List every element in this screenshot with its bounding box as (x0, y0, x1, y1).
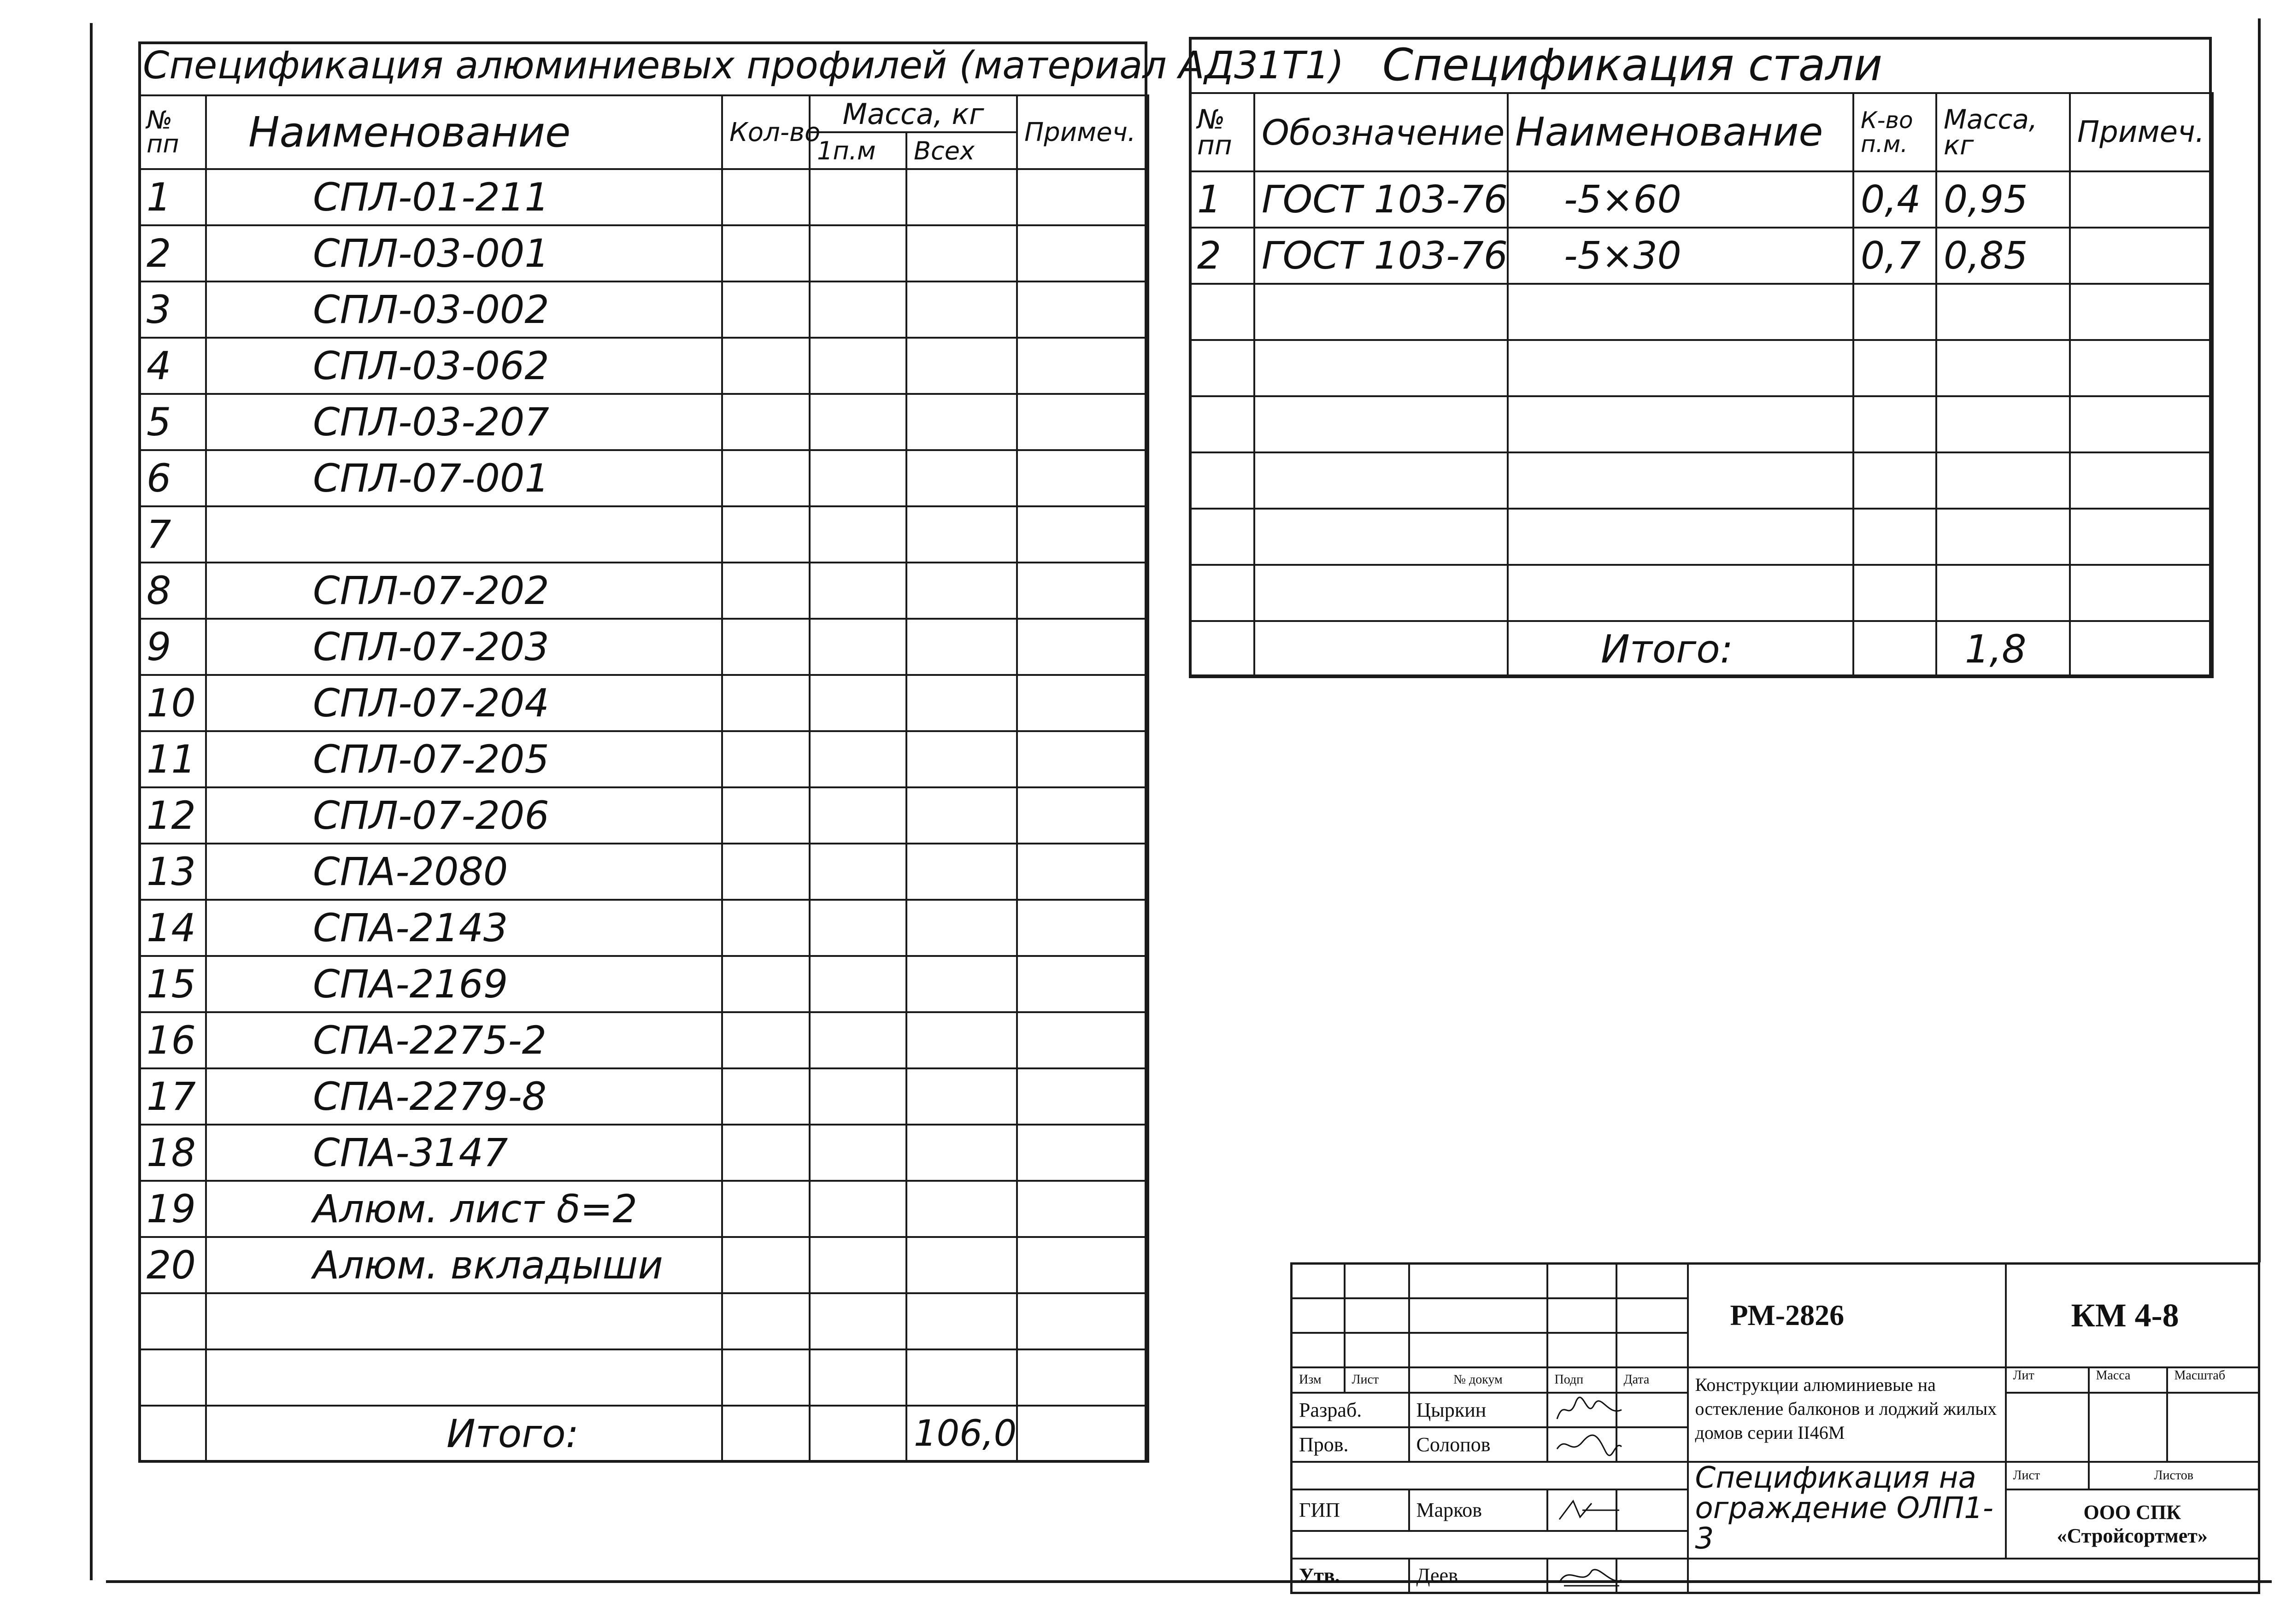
steel-header-num: № пп (1190, 93, 1254, 171)
row-number: 1 (139, 169, 206, 225)
row-number: 5 (139, 394, 206, 450)
signature-icon (1555, 1396, 1624, 1424)
row-number: 16 (139, 1012, 206, 1068)
row-number: 2 (139, 225, 206, 281)
sign-check (1547, 1427, 1616, 1462)
aluminum-total-label: Итого: (206, 1406, 722, 1462)
header-mass-total: Всех (906, 132, 1017, 169)
row-number: 7 (139, 506, 206, 563)
row-number: 1 (1190, 171, 1254, 228)
sign-approve (1547, 1559, 1616, 1593)
name-dev: Цыркин (1409, 1393, 1547, 1427)
col-doc-num: № докум (1409, 1367, 1547, 1393)
row-number: 17 (139, 1068, 206, 1125)
steel-header-note: Примеч. (2070, 93, 2213, 171)
table-row (139, 900, 1148, 956)
table-row (139, 1237, 1148, 1293)
row-name: СПЛ-07-203 (206, 619, 722, 675)
sign-gip (1547, 1489, 1616, 1531)
name-check: Солопов (1409, 1427, 1547, 1462)
row-designation: ГОСТ 103-76 (1254, 228, 1508, 284)
table-row (139, 338, 1148, 394)
col-date: Дата (1616, 1367, 1688, 1393)
role-dev: Разраб. (1292, 1393, 1409, 1427)
table-row (139, 675, 1148, 731)
row-note (2070, 171, 2213, 228)
row-name: СПА-2169 (206, 956, 722, 1012)
table-row (139, 394, 1148, 450)
row-name: СПЛ-03-002 (206, 281, 722, 338)
title-block (1290, 1262, 2260, 1594)
header-note: Примеч. (1017, 95, 1148, 169)
sheet-label: Лист (2006, 1462, 2089, 1489)
steel-spec-table (1189, 92, 2214, 678)
row-name: СПА-2279-8 (206, 1068, 722, 1125)
row-name: Алюм. вкладыши (206, 1237, 722, 1293)
header-qty: Кол-во (722, 95, 810, 169)
row-name: СПА-2080 (206, 844, 722, 900)
header-name: Наименование (206, 95, 722, 169)
header-mass-per-m: 1п.м (810, 132, 906, 169)
table-row (139, 956, 1148, 1012)
row-name: СПЛ-07-202 (206, 563, 722, 619)
lit-label: Лит (2006, 1367, 2089, 1393)
row-name: СПЛ-03-062 (206, 338, 722, 394)
table-row (139, 1181, 1148, 1237)
row-number: 12 (139, 787, 206, 844)
row-mass: 0,95 (1936, 171, 2070, 228)
steel-spec-title: Спецификация стали (1382, 39, 1883, 91)
description: Конструкции алюминиевые на остекление балконов и лоджий жилых домов серии II46М (1688, 1367, 2006, 1462)
steel-header-name: Наименование (1508, 93, 1853, 171)
frame-left-line (90, 23, 93, 1580)
row-number: 9 (139, 619, 206, 675)
row-number: 14 (139, 900, 206, 956)
aluminum-spec-table (138, 94, 1149, 1463)
table-row (139, 281, 1148, 338)
row-number: 20 (139, 1237, 206, 1293)
steel-header-mass: Масса, кг (1936, 93, 2070, 171)
row-name (206, 506, 722, 563)
row-name: Алюм. лист δ=2 (206, 1181, 722, 1237)
row-name: СПА-2143 (206, 900, 722, 956)
sheet-code: КМ 4-8 (2006, 1264, 2259, 1367)
table-row (139, 225, 1148, 281)
row-number: 2 (1190, 228, 1254, 284)
col-izm: Изм (1292, 1367, 1345, 1393)
row-name: СПЛ-07-205 (206, 731, 722, 787)
row-number: 10 (139, 675, 206, 731)
table-row (139, 787, 1148, 844)
row-number: 18 (139, 1125, 206, 1181)
steel-header-designation: Обозначение (1254, 93, 1508, 171)
col-sign: Подп (1547, 1367, 1616, 1393)
row-number: 3 (139, 281, 206, 338)
role-check: Пров. (1292, 1427, 1409, 1462)
table-row (139, 1068, 1148, 1125)
sign-dev (1547, 1393, 1616, 1427)
company-line1: ООО СПК (2083, 1501, 2181, 1524)
signature-icon (1555, 1562, 1624, 1589)
company-line2: «Стройсортмет» (2057, 1524, 2208, 1547)
aluminum-total-value: 106,0 (906, 1406, 1017, 1462)
table-row (139, 731, 1148, 787)
table-row (139, 1125, 1148, 1181)
row-designation: ГОСТ 103-76 (1254, 171, 1508, 228)
header-num: № пп (139, 95, 206, 169)
row-mass: 0,85 (1936, 228, 2070, 284)
steel-header-qty: К-во п.м. (1853, 93, 1936, 171)
row-qty: 0,4 (1853, 171, 1936, 228)
row-number: 6 (139, 450, 206, 506)
row-name: СПА-3147 (206, 1125, 722, 1181)
row-name: СПА-2275-2 (206, 1012, 722, 1068)
col-list: Лист (1345, 1367, 1409, 1393)
sheets-label: Листов (2089, 1462, 2259, 1489)
table-row (139, 1012, 1148, 1068)
signature-icon (1555, 1496, 1624, 1524)
row-name: СПЛ-01-211 (206, 169, 722, 225)
table-row (139, 844, 1148, 900)
steel-total-value: 1,8 (1936, 621, 2070, 677)
table-row (139, 169, 1148, 225)
row-note (2070, 228, 2213, 284)
massa-label: Масса (2089, 1367, 2167, 1393)
table-row (139, 450, 1148, 506)
row-number: 13 (139, 844, 206, 900)
row-number: 11 (139, 731, 206, 787)
sheet-title: Спецификация на ограждение ОЛП1-3 (1688, 1462, 2006, 1559)
row-name: СПЛ-07-206 (206, 787, 722, 844)
row-number: 4 (139, 338, 206, 394)
header-mass: Масса, кг (810, 95, 1017, 132)
row-name: СПЛ-03-001 (206, 225, 722, 281)
row-name: СПЛ-07-204 (206, 675, 722, 731)
table-row (1190, 228, 2213, 284)
table-row (139, 506, 1148, 563)
doc-code: РМ-2826 (1688, 1264, 2006, 1367)
signature-icon (1555, 1431, 1624, 1458)
role-gip: ГИП (1292, 1489, 1409, 1531)
row-name: -5×60 (1508, 171, 1853, 228)
row-qty: 0,7 (1853, 228, 1936, 284)
steel-total-label: Итого: (1508, 621, 1853, 677)
row-name: -5×30 (1508, 228, 1853, 284)
row-number: 15 (139, 956, 206, 1012)
row-name: СПЛ-03-207 (206, 394, 722, 450)
name-approve: Деев (1409, 1559, 1547, 1593)
aluminum-spec-title: Спецификация алюминиевых профилей (материал АД31Т1) (143, 44, 1344, 88)
name-gip: Марков (1409, 1489, 1547, 1531)
frame-right-line (2258, 18, 2261, 1262)
row-number: 8 (139, 563, 206, 619)
row-name: СПЛ-07-001 (206, 450, 722, 506)
row-number: 19 (139, 1181, 206, 1237)
scale-label: Масштаб (2167, 1367, 2259, 1393)
table-row (139, 619, 1148, 675)
table-row (1190, 171, 2213, 228)
table-row (139, 563, 1148, 619)
role-approve: Утв. (1292, 1559, 1409, 1593)
